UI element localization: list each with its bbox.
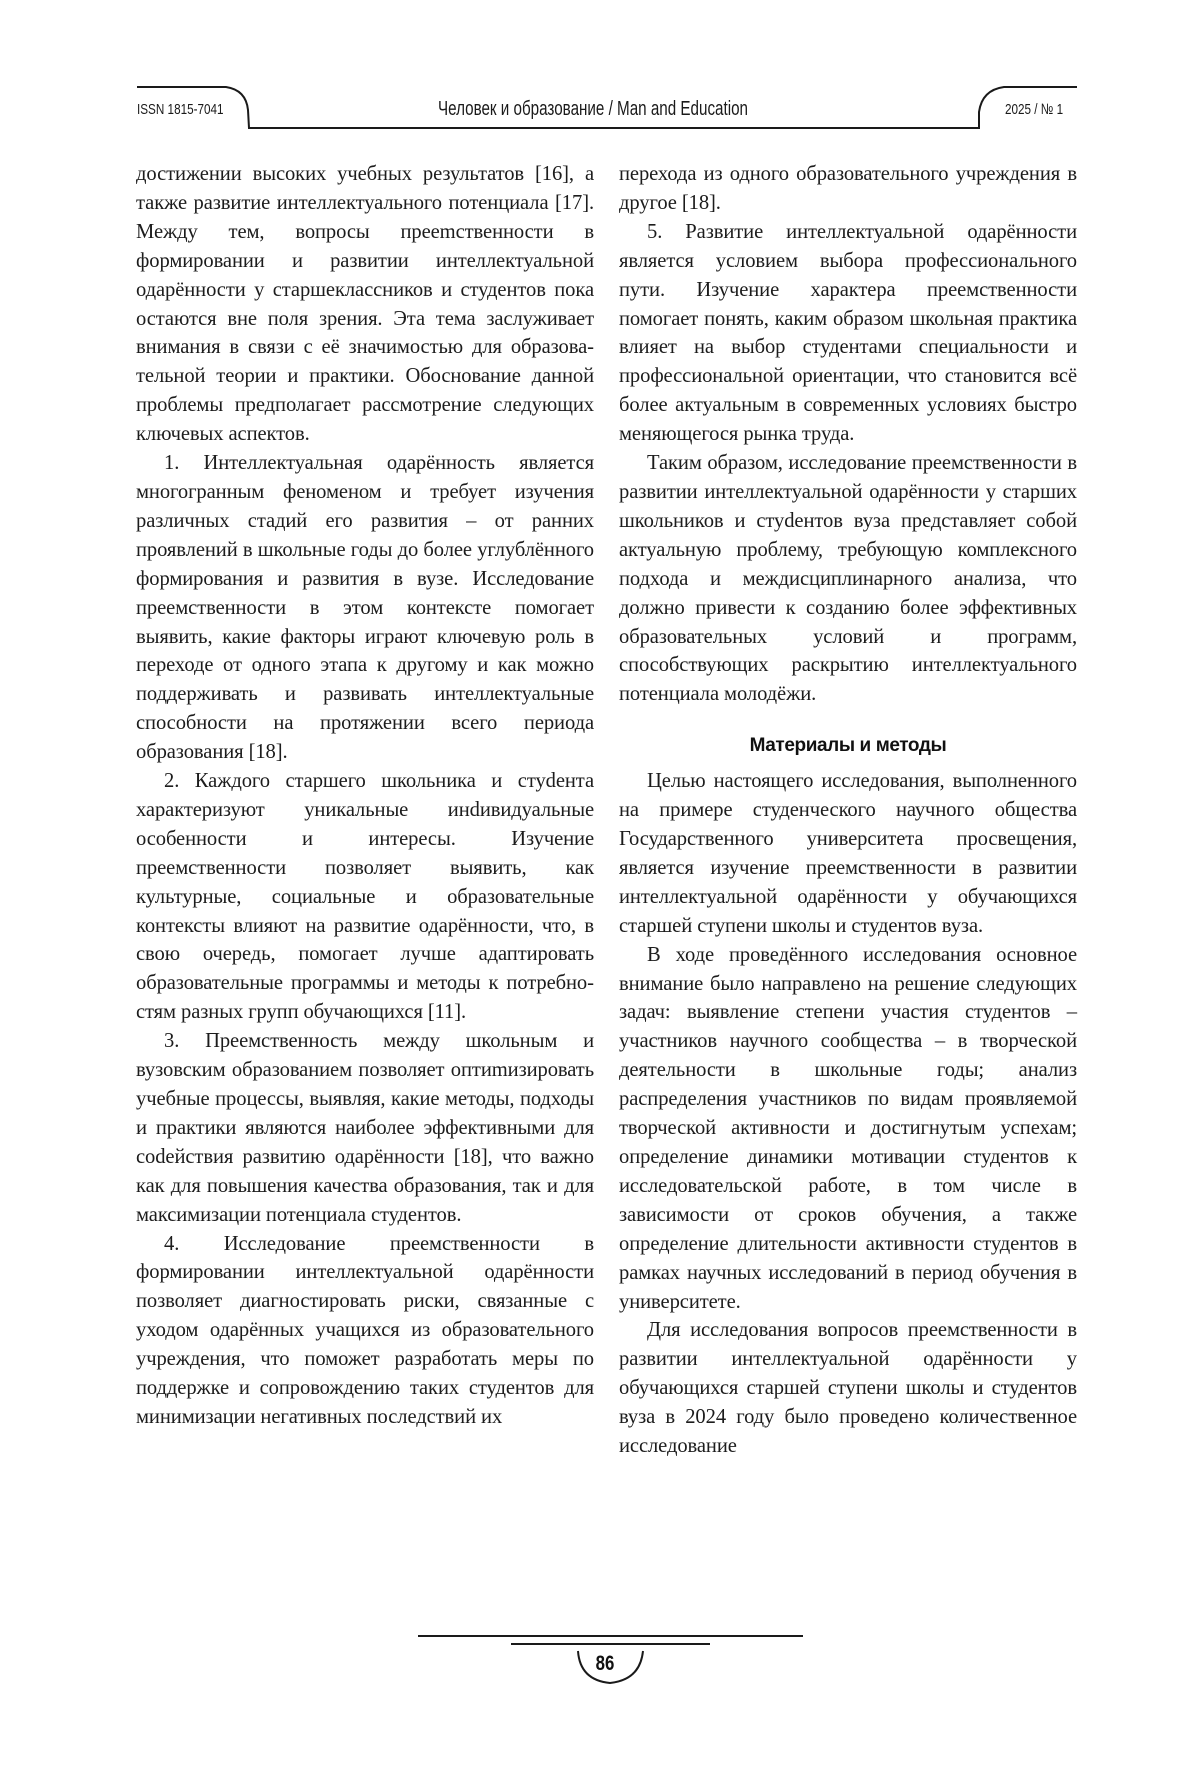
list-item-2: 2. Каждого старшего школьника и стуdента характеризуют уникальные инdивидуальные особенности и интересы. Изучение преемственности позволяет выявить, как культурные, социальные и образовательные контексты влияют на развитие одарённости, что, в свою очередь, помогает лучше адаптировать образовательные программы и методы к потребностям разных групп обучающихся [11]. [136,770,594,1024]
issue-label: 2025 / № 1 [1005,101,1064,118]
right-column [619,160,1077,1461]
list-item-1: 1. Интеллектуальная одарённость является многогранным феноменом и требует изучения различных стадий его развития – от ранних проявлений в школьные годы до более углублённого формирования и развития в вузе. Исследование преемственности в этом контексте помогает выявить, какие факторы играют ключевую роль в переходе от одного этапа к другому и как можно поддерживать и развивать интеллектуальные способности на протяжении всего периода образования [18]. [136,452,594,764]
conclusion-paragraph: Таким образом, исследование преемственности в развитии интеллектуальной одарённости у старших школьников и стуdентов вуза представляет собой актуальную проблему, требующую комплексного подхода и междисциплинарного анализа, что должно привести к созданию более эффективных образовательных условий и программ, способствующих раскрытию интеллектуального потенциала молодёжи. [619,452,1077,706]
left-column [136,160,594,1432]
list-item-4: 4. Исследование преемственности в формировании интеллектуальной одарённости позволяет диагностировать риски, связанные с уходом одарённых учащихся из образовательного учреждения, что поможет разработать меры по поддержке и сопровождению таких студентов для минимизации негативных последствий их [136,1232,594,1428]
list-item-5: 5. Развитие интеллектуальной одарённости является условием выбора профессионального пути. Изучение характера преемственности помогает понять, каким образом школьная практика влияет на выбор студентами специальности и профессиональной ориентации, что становится всё более актуальным в современных условиях быстро меняющегося рынка труда. [619,220,1077,446]
body-paragraph: Целью настоящего исследования, выполненного на примере студенческого научного общества Государственного университета просвещения, является изучение преемственности в развитии интеллектуальной одарённости у обучающихся старшей ступени школы и студентов вуза. [619,770,1077,937]
body-paragraph: достижении высоких учебных результатов [16], а также развитие интеллектуального потенциала [17]. Между тем, вопросы преemственности в формировании и развитии интеллектуальной одарённости у старшеклассников и студентов пока остаются вне поля зрения. Эта тема заслуживает внимания в связи с её значимостью для образовательной теории и практики. Обоснование данной проблемы предполагает рассмотрение следующих ключевых аспектов. [136,163,594,446]
journal-title: Человек и образование / Man and Education [438,98,749,120]
list-item-3: 3. Преемственность между школьным и вузовским образованием позволяет оптиmизировать учебные процессы, выявляя, какие методы, подходы и практики являются наиболее эффективными для соdействия развитию одарённости [18], что важно как для повышения качества образования, так и для максимизации потенциала студентов. [136,1030,594,1226]
body-paragraph-continued: перехода из одного образовательного учреждения в другое [18]. [619,163,1077,214]
section-heading: Материалы и методы [749,735,947,757]
body-paragraph: Для исследования вопросов преемственности в развитии интеллектуальной одарённости у обучающихся старшей ступени школы и студентов вуза в 2024 году было проведено количественное исследование [619,1319,1077,1458]
body-paragraph: В ходе проведённого исследования основное внимание было направлено на решение следующих задач: выявление степени участия студентов – участников научного сообщества – в творческой деятельности в школьные годы; анализ распределения участников по видам проявляемой творческой активности и достигнутым успехам; определение динамики мотивации студентов к исследовательской работе, в том числе в зависимости от сроков обучения, а также определение длительности активности студентов в рамках научных исследований в период обучения в университете. [619,943,1077,1313]
running-header [0,0,1200,140]
page-number: 86 [595,1652,615,1675]
issn-label: ISSN 1815-7041 [137,101,224,118]
